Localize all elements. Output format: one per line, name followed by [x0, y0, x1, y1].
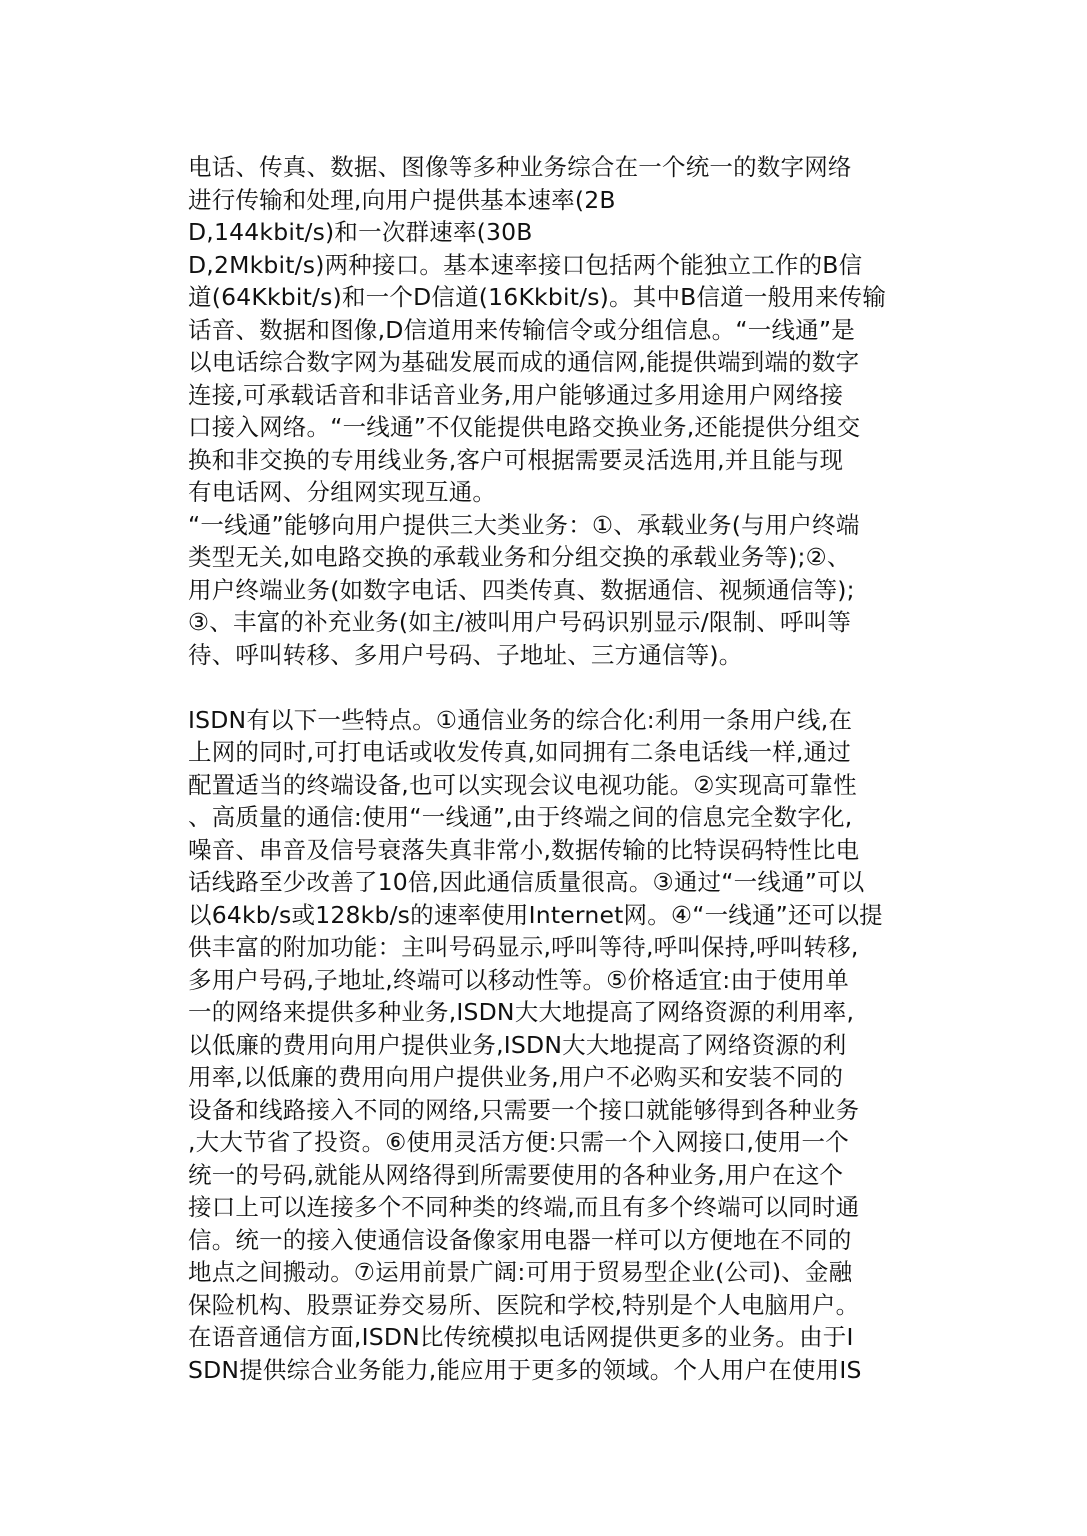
text-line: 话音、数据和图像,D信道用来传输信令或分组信息。“一线通”是: [188, 315, 855, 344]
text-line: 电话、传真、数据、图像等多种业务综合在一个统一的数字网络: [188, 153, 852, 181]
paragraph-isdn-intro: [188, 151, 898, 509]
text-line: 地点之间搬动。⑦运用前景广阔:可用于贸易型企业(公司)、金融: [188, 1258, 853, 1286]
text-line: ,大大节省了投资。⑥使用灵活方便:只需一个入网接口,使用一个: [188, 1128, 849, 1156]
text-line: 信。统一的接入使通信设备像家用电器一样可以方便地在不同的: [188, 1225, 852, 1254]
text-line: D,2Mkbit/s)两种接口。基本速率接口包括两个能独立工作的B信: [188, 250, 863, 279]
text-line: 以电话综合数字网为基础发展而成的通信网,能提供端到端的数字: [188, 348, 860, 376]
text-line: 接口上可以连接多个不同种类的终端,而且有多个终端可以同时通: [188, 1193, 860, 1221]
text-line: 用户终端业务(如数字电话、四类传真、数据通信、视频通信等);: [188, 575, 855, 604]
text-line: 类型无关,如电路交换的承载业务和分组交换的承载业务等);②、: [188, 543, 851, 571]
text-line: 待、呼叫转移、多用户号码、子地址、三方通信等)。: [188, 640, 743, 669]
text-line: 噪音、串音及信号衰落失真非常小,数据传输的比特误码特性比电: [188, 835, 860, 864]
text-line: 在语音通信方面,ISDN比传统模拟电话网提供更多的业务。由于I: [188, 1323, 854, 1351]
text-line: SDN提供综合业务能力,能应用于更多的领域。个人用户在使用IS: [188, 1355, 862, 1384]
text-line: 上网的同时,可打电话或收发传真,如同拥有二条电话线一样,通过: [188, 738, 851, 766]
paragraph-isdn-features: [188, 704, 898, 1387]
document-page: [188, 151, 898, 1386]
text-line: 多用户号码,子地址,终端可以移动性等。⑤价格适宜:由于使用单: [188, 965, 849, 994]
text-line: “一线通”能够向用户提供三大类业务：①、承载业务(与用户终端: [188, 510, 860, 539]
text-line: 一的网络来提供多种业务,ISDN大大地提高了网络资源的利用率,: [188, 998, 855, 1026]
paragraph-service-types: [188, 509, 898, 672]
text-line: ISDN有以下一些特点。①通信业务的综合化:利用一条用户线,在: [188, 705, 853, 734]
text-line: 口接入网络。“一线通”不仅能提供电路交换业务,还能提供分组交: [188, 413, 861, 441]
text-line: D,144kbit/s)和一次群速率(30B: [188, 218, 533, 246]
text-line: 配置适当的终端设备,也可以实现会议电视功能。②实现高可靠性: [188, 770, 857, 799]
text-line: 换和非交换的专用线业务,客户可根据需要灵活选用,并且能与现: [188, 445, 844, 474]
text-line: 保险机构、股票证券交易所、医院和学校,特别是个人电脑用户。: [188, 1290, 860, 1319]
text-line: 以64kb/s或128kb/s的速率使用Internet网。④“一线通”还可以提: [188, 900, 883, 929]
text-line: 连接,可承载话音和非话音业务,用户能够通过多用途用户网络接: [188, 380, 844, 409]
text-line: 、高质量的通信:使用“一线通”,由于终端之间的信息完全数字化,: [188, 803, 853, 831]
text-line: 供丰富的附加功能：主叫号码显示,呼叫等待,呼叫保持,呼叫转移,: [188, 933, 859, 961]
text-line: 统一的号码,就能从网络得到所需要使用的各种业务,用户在这个: [188, 1160, 844, 1189]
text-line: 进行传输和处理,向用户提供基本速率(2B: [188, 185, 616, 214]
text-line: 设备和线路接入不同的网络,只需要一个接口就能够得到各种业务: [188, 1095, 860, 1124]
text-line: 以低廉的费用向用户提供业务,ISDN大大地提高了网络资源的利: [188, 1030, 847, 1059]
paragraph-spacer: [188, 671, 898, 704]
text-line: ③、丰富的补充业务(如主/被叫用户号码识别显示/限制、呼叫等: [188, 608, 852, 636]
text-line: 道(64Kkbit/s)和一个D信道(16Kkbit/s)。其中B信道一般用来传输: [188, 283, 887, 311]
text-line: 有电话网、分组网实现互通。: [188, 478, 497, 506]
text-line: 用率,以低廉的费用向用户提供业务,用户不必购买和安装不同的: [188, 1063, 844, 1091]
text-line: 话线路至少改善了10倍,因此通信质量很高。③通过“一线通”可以: [188, 868, 865, 896]
